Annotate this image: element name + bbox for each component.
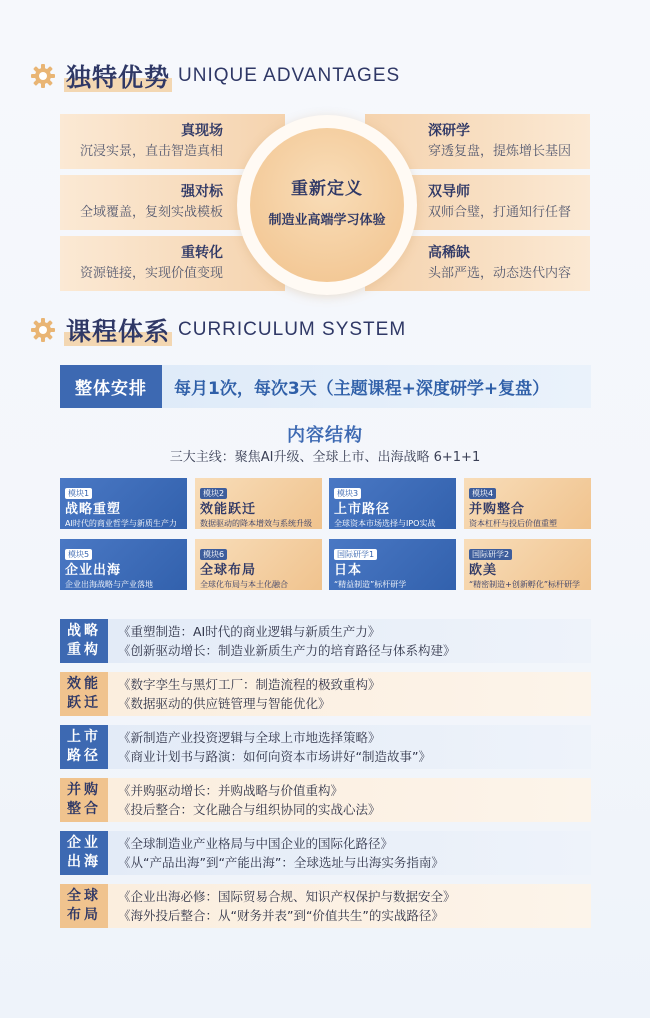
module-name: 企业出海 (65, 563, 122, 578)
course-row-body (108, 672, 591, 716)
gear-icon (30, 317, 56, 343)
course-row-body (108, 884, 591, 928)
structure-subtitle: 三大主线：聚焦AI升级、全球上市、出海战略 6+1+1 (169, 450, 481, 465)
curriculum-title-en: CURRICULUM SYSTEM (178, 319, 407, 340)
curriculum-title: 课程体系 (64, 312, 172, 348)
module-desc: “精益制造”标杆研学 (334, 580, 407, 589)
course-line: 《并购驱动增长：并购战略与价值重构》 (118, 783, 344, 798)
module-desc: 数据驱动的降本增效与系统升级 (200, 519, 312, 528)
course-line: 《新制造产业投资逻辑与全球上市地选择策略》 (118, 730, 381, 745)
module-card (464, 478, 591, 529)
course-row-body (108, 725, 591, 769)
module-name: 并购整合 (469, 502, 526, 517)
course-row-body (108, 778, 591, 822)
course-line: 《海外投后整合：从“财务并表”到“价值共生”的实战路径》 (118, 908, 444, 923)
course-row-body (108, 831, 591, 875)
course-row-body (108, 619, 591, 663)
course-line: 《数据驱动的供应链管理与智能优化》 (118, 696, 331, 711)
course-line: 《数字孪生与黑灯工厂：制造流程的极致重构》 (118, 677, 381, 692)
advantage-title: 强对标 (181, 184, 223, 200)
module-tag: 模块5 (65, 549, 92, 560)
course-row (60, 831, 591, 875)
curriculum-heading (30, 312, 406, 348)
advantage-desc: 双师合璧，打通知行任督 (428, 205, 572, 220)
module-card (464, 539, 591, 590)
module-card (329, 539, 456, 590)
advantages-heading (30, 58, 400, 94)
module-desc: 企业出海战略与产业落地 (65, 580, 153, 589)
course-line: 《重塑制造：AI时代的商业逻辑与新质生产力》 (118, 624, 381, 639)
overall-text: 每月1次，每次3天（主题课程+深度研学+复盘） (174, 379, 550, 399)
course-row-tag: 战略重构 (60, 619, 108, 663)
course-line: 《商业计划书与路演：如何向资本市场讲好“制造故事”》 (118, 749, 431, 764)
module-name: 战略重塑 (65, 502, 122, 517)
module-tag: 模块2 (200, 488, 227, 499)
advantage-desc: 沉浸实景，直击智造真相 (79, 144, 223, 159)
course-row-tag: 并购整合 (60, 778, 108, 822)
course-line: 《投后整合：文化融合与组织协同的实战心法》 (118, 802, 381, 817)
course-line: 《全球制造业产业格局与中国企业的国际化路径》 (118, 836, 394, 851)
advantage-desc: 全域覆盖，复刻实战模板 (79, 205, 223, 220)
advantages-title-en: UNIQUE ADVANTAGES (178, 65, 401, 86)
module-name: 全球布局 (200, 563, 257, 578)
advantage-title: 高稀缺 (428, 245, 470, 261)
module-desc: AI时代的商业哲学与新质生产力 (65, 519, 177, 528)
module-tag: 模块3 (334, 488, 361, 499)
module-tag: 模块6 (200, 549, 227, 560)
module-name: 欧美 (469, 563, 498, 578)
course-row-tag: 上市路径 (60, 725, 108, 769)
course-row (60, 725, 591, 769)
module-desc: 资本杠杆与投后价值重塑 (469, 519, 557, 528)
advantage-title: 深研学 (428, 123, 470, 139)
advantage-title: 重转化 (181, 245, 223, 261)
center-title: 重新定义 (291, 179, 363, 199)
module-name: 日本 (334, 563, 363, 578)
advantage-desc: 穿透复盘，提炼增长基因 (428, 144, 572, 159)
center-circle (250, 128, 404, 282)
advantage-title: 双导师 (428, 184, 470, 200)
advantages-title: 独特优势 (64, 58, 172, 94)
overall-arrangement (60, 365, 591, 408)
advantage-desc: 头部严选，动态迭代内容 (428, 266, 572, 281)
advantage-title: 真现场 (181, 123, 223, 139)
module-tag: 模块4 (469, 488, 496, 499)
course-line: 《企业出海必修：国际贸易合规、知识产权保护与数据安全》 (118, 889, 456, 904)
structure-title: 内容结构 (287, 425, 363, 446)
module-card (195, 478, 322, 529)
course-row (60, 884, 591, 928)
module-tag: 国际研学1 (334, 549, 377, 560)
module-desc: 全球资本市场选择与IPO实战 (334, 519, 436, 528)
module-card (329, 478, 456, 529)
course-line: 《创新驱动增长：制造业新质生产力的培育路径与体系构建》 (118, 643, 456, 658)
center-subtitle: 制造业高端学习体验 (268, 213, 386, 228)
module-name: 效能跃迁 (200, 502, 257, 517)
module-card (60, 539, 187, 590)
course-row-tag: 全球布局 (60, 884, 108, 928)
course-row (60, 672, 591, 716)
course-row-tag: 企业出海 (60, 831, 108, 875)
module-name: 上市路径 (334, 502, 391, 517)
module-desc: 全球化布局与本土化融合 (200, 580, 288, 589)
course-row-tag: 效能跃迁 (60, 672, 108, 716)
course-row (60, 619, 591, 663)
module-desc: “精密制造+创新孵化”标杆研学 (469, 580, 580, 589)
module-card (60, 478, 187, 529)
course-line: 《从“产品出海”到“产能出海”：全球选址与出海实务指南》 (118, 855, 444, 870)
module-card (195, 539, 322, 590)
module-tag: 模块1 (65, 488, 92, 499)
module-tag: 国际研学2 (469, 549, 512, 560)
course-row (60, 778, 591, 822)
advantage-desc: 资源链接，实现价值变现 (79, 266, 223, 281)
gear-icon (30, 63, 56, 89)
overall-tag: 整体安排 (60, 365, 162, 408)
